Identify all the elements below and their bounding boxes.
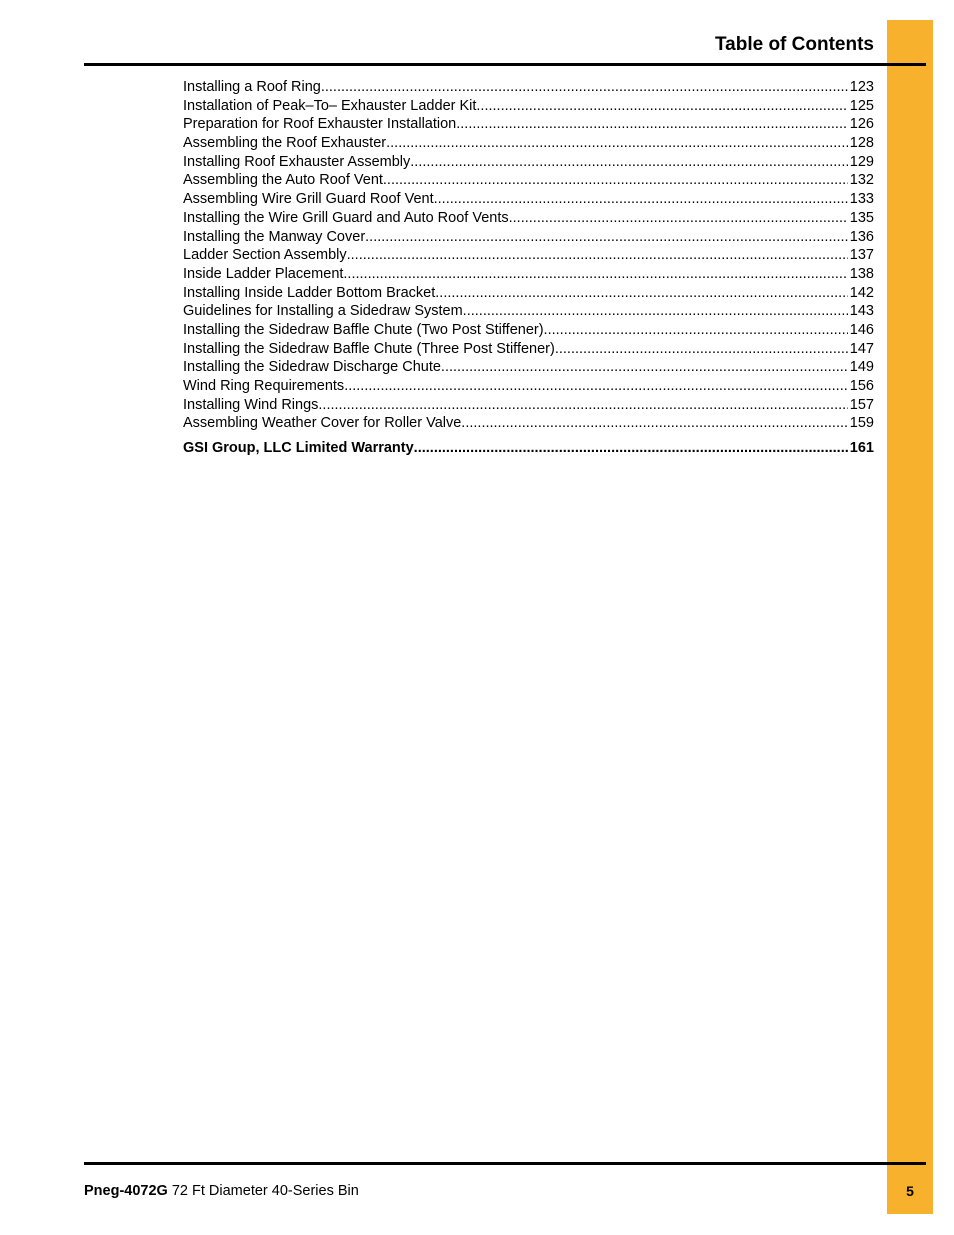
- dot-leader: [555, 340, 848, 359]
- dot-leader: [318, 396, 847, 415]
- toc-entry-page: 136: [849, 228, 874, 245]
- toc-entry-page: 138: [849, 265, 874, 282]
- toc-entry-label: Guidelines for Installing a Sidedraw System: [183, 303, 463, 320]
- toc-entry-page: 126: [849, 116, 874, 133]
- toc-entry-peak-to-exhauster-ladder-kit[interactable]: [183, 97, 874, 116]
- dot-leader: [321, 78, 848, 97]
- toc-entry-assembling-wire-grill-guard[interactable]: [183, 190, 874, 209]
- toc-entry-page: 147: [849, 340, 874, 357]
- toc-entry-page: 125: [849, 97, 874, 114]
- toc-entry-baffle-chute-three-post[interactable]: [183, 340, 874, 359]
- toc-entry-label: Installing the Wire Grill Guard and Auto Roof Vents: [183, 209, 509, 226]
- dot-leader: [414, 439, 848, 458]
- document-id: Pneg-4072G: [84, 1183, 168, 1199]
- toc-entry-label: Preparation for Roof Exhauster Installation: [183, 116, 457, 133]
- toc-entry-label: Installing Roof Exhauster Assembly: [183, 153, 411, 170]
- toc-entry-label: Assembling Wire Grill Guard Roof Vent: [183, 191, 434, 208]
- dot-leader: [441, 358, 848, 377]
- toc-entry-label: Assembling the Auto Roof Vent: [183, 172, 383, 189]
- dot-leader: [544, 321, 848, 340]
- toc-entry-page: 142: [849, 284, 874, 301]
- toc-entry-installing-roof-ring[interactable]: [183, 78, 874, 97]
- toc-entry-label: Assembling the Roof Exhauster: [183, 135, 387, 152]
- toc-entry-label: Ladder Section Assembly: [183, 247, 347, 264]
- dot-leader: [343, 265, 847, 284]
- toc-entry-preparation-roof-exhauster[interactable]: [183, 115, 874, 134]
- footer-divider: [84, 1162, 926, 1165]
- toc-entry-page: 128: [849, 135, 874, 152]
- toc-entry-label: Installing a Roof Ring: [183, 79, 321, 95]
- dot-leader: [434, 190, 848, 209]
- toc-entry-page: 132: [849, 172, 874, 189]
- toc-entry-page: 123: [849, 79, 874, 95]
- toc-entry-label: Installing Wind Rings: [183, 396, 319, 413]
- toc-entry-page: 143: [849, 303, 874, 320]
- toc-entry-label: GSI Group, LLC Limited Warranty: [183, 440, 414, 457]
- toc-entry-page: 149: [849, 359, 874, 376]
- toc-entry-label: Installing the Manway Cover: [183, 228, 366, 245]
- toc-entry-page: 157: [849, 396, 874, 413]
- toc-entry-inside-ladder-placement[interactable]: [183, 265, 874, 284]
- header-divider: [84, 63, 926, 66]
- toc-entry-label: Assembling Weather Cover for Roller Valve: [183, 415, 462, 432]
- toc-entry-page: 137: [849, 247, 874, 264]
- table-of-contents: [183, 78, 874, 458]
- toc-entry-page: 129: [849, 153, 874, 170]
- toc-entry-label: Inside Ladder Placement: [183, 265, 344, 282]
- toc-entry-label: Installing the Sidedraw Discharge Chute: [183, 359, 441, 376]
- dot-leader: [435, 284, 848, 303]
- toc-entry-sidedraw-guidelines[interactable]: [183, 302, 874, 321]
- toc-entry-ladder-section-assembly[interactable]: [183, 246, 874, 265]
- dot-leader: [476, 97, 847, 116]
- dot-leader: [456, 115, 848, 134]
- dot-leader: [386, 134, 848, 153]
- page-number: 5: [906, 1183, 914, 1199]
- toc-entry-label: Wind Ring Requirements: [183, 378, 345, 394]
- toc-entry-installing-wire-grill-guard[interactable]: [183, 209, 874, 228]
- toc-entry-installing-manway-cover[interactable]: [183, 228, 874, 247]
- dot-leader: [383, 171, 848, 190]
- toc-entry-page: 146: [849, 321, 874, 338]
- dot-leader: [509, 209, 848, 228]
- toc-entry-sidedraw-discharge-chute[interactable]: [183, 358, 874, 377]
- toc-entry-installing-roof-exhauster-assembly[interactable]: [183, 153, 874, 172]
- toc-entry-installing-wind-rings[interactable]: [183, 396, 874, 415]
- toc-entry-page: 133: [849, 191, 874, 208]
- footer-document-info: [84, 1183, 359, 1199]
- dot-leader: [461, 414, 848, 433]
- toc-entry-inside-ladder-bottom-bracket[interactable]: [183, 284, 874, 303]
- toc-entry-label: Installing the Sidedraw Baffle Chute (Two Post Stiffener): [183, 321, 544, 338]
- toc-entry-assembling-roof-exhauster[interactable]: [183, 134, 874, 153]
- toc-entry-page: 159: [849, 415, 874, 432]
- toc-entry-page: 135: [849, 209, 874, 226]
- dot-leader: [347, 246, 848, 265]
- toc-entry-wind-ring-requirements[interactable]: [183, 377, 874, 396]
- toc-entry-label: Installing Inside Ladder Bottom Bracket: [183, 284, 436, 301]
- toc-entry-label: Installing the Sidedraw Baffle Chute (Three Post Stiffener): [183, 340, 555, 357]
- side-color-tab: [887, 20, 933, 1214]
- dot-leader: [410, 153, 848, 172]
- toc-entry-page: 161: [849, 440, 874, 457]
- toc-entry-weather-cover-roller-valve[interactable]: [183, 414, 874, 433]
- toc-entry-assembling-auto-roof-vent[interactable]: [183, 171, 874, 190]
- page-title: Table of Contents: [714, 34, 874, 55]
- dot-leader: [365, 228, 848, 247]
- document-title: 72 Ft Diameter 40-Series Bin: [167, 1183, 359, 1199]
- toc-entry-page: 156: [849, 378, 874, 394]
- toc-entry-label: Installation of Peak–To– Exhauster Ladder Kit: [183, 97, 477, 114]
- toc-entry-limited-warranty[interactable]: [183, 439, 874, 458]
- dot-leader: [344, 377, 848, 396]
- dot-leader: [463, 302, 848, 321]
- toc-entry-baffle-chute-two-post[interactable]: [183, 321, 874, 340]
